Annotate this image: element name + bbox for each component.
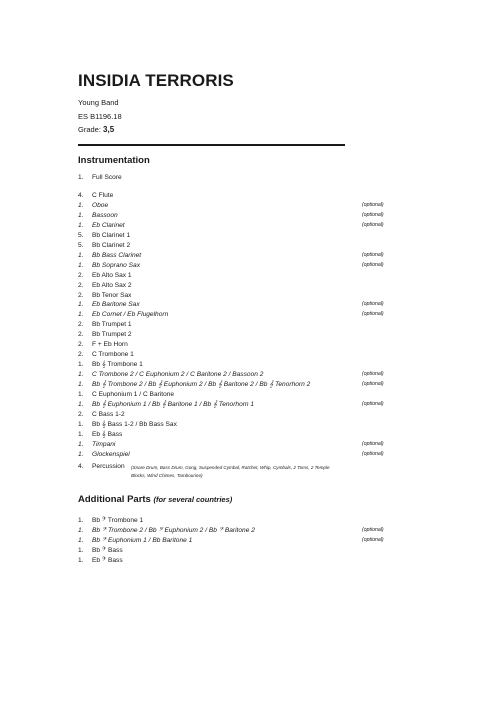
additional-parts-heading	[78, 494, 232, 505]
part-row	[78, 331, 408, 341]
part-name: Bb Bass Clarinet	[92, 251, 142, 259]
optional-note: (optional)	[362, 301, 384, 308]
part-row	[78, 381, 408, 391]
part-row	[78, 292, 408, 302]
part-name: Eb Clarinet	[92, 221, 125, 229]
part-row	[78, 411, 408, 421]
part-row	[78, 311, 408, 321]
part-name: Bb Trumpet 2	[92, 331, 132, 339]
part-quantity: 2.	[78, 410, 84, 418]
catalog-number: ES B1196.18	[78, 112, 122, 121]
part-name: Bb 𝄢 Bass	[92, 547, 123, 554]
part-row	[78, 441, 408, 451]
part-name: Bb Clarinet 2	[92, 241, 131, 249]
optional-note: (optional)	[362, 211, 384, 218]
part-name: Bb 𝄞 Bass 1-2 / Bb Bass Sax	[92, 420, 177, 428]
part-quantity: 1.	[78, 201, 84, 209]
part-name: Bb Clarinet 1	[92, 231, 131, 239]
part-quantity: 4.	[78, 192, 84, 199]
part-row	[78, 192, 408, 202]
optional-note: (optional)	[362, 221, 384, 228]
part-name: Bb Soprano Sax	[92, 261, 141, 269]
part-quantity: 1.	[78, 301, 84, 309]
part-quantity: 1.	[78, 400, 84, 408]
part-name: Full Score	[92, 174, 122, 181]
part-name: Eb 𝄢 Bass	[92, 557, 123, 564]
part-quantity: 5.	[78, 231, 84, 239]
part-name: Percussion	[92, 463, 125, 470]
part-name: F + Eb Horn	[92, 341, 128, 349]
additional-subheading: (for several countries)	[153, 495, 233, 504]
part-row	[78, 431, 408, 441]
part-row	[78, 222, 408, 232]
part-name: C Bass 1-2	[92, 410, 125, 418]
part-quantity: 1.	[78, 311, 84, 319]
part-quantity: 1.	[78, 430, 84, 438]
grade-line	[78, 125, 114, 134]
part-name: C Trombone 2 / C Euphonium 2 / C Baritone 2 / Bassoon 2	[92, 371, 264, 379]
optional-note: (optional)	[362, 381, 384, 388]
part-quantity: 1.	[78, 361, 84, 369]
part-name: Eb Cornet / Eb Flugelhorn	[92, 311, 169, 319]
part-name: Timpani	[92, 440, 116, 448]
part-quantity: 5.	[78, 241, 84, 249]
part-name: Eb Alto Sax 1	[92, 271, 132, 279]
part-row	[78, 232, 408, 242]
part-name: Bassoon	[92, 211, 118, 219]
part-quantity: 2.	[78, 331, 84, 339]
part-quantity: 1.	[78, 221, 84, 229]
part-quantity: 2.	[78, 281, 84, 289]
part-row	[78, 547, 408, 557]
part-name: Bb 𝄞 Trombone 1	[92, 361, 143, 369]
part-quantity: 2.	[78, 351, 84, 359]
optional-note: (optional)	[362, 527, 384, 533]
part-row	[78, 272, 408, 282]
part-row	[78, 202, 408, 212]
band-type: Young Band	[78, 98, 119, 107]
part-quantity: 1.	[78, 261, 84, 269]
part-row	[78, 282, 408, 292]
grade-label: Grade:	[78, 125, 101, 134]
part-quantity: 1.	[78, 537, 84, 544]
part-quantity: 1.	[78, 557, 84, 564]
part-row	[78, 212, 408, 222]
part-row	[78, 351, 408, 361]
part-name: Eb 𝄞 Bass	[92, 430, 123, 438]
part-row	[78, 242, 408, 252]
part-quantity: 1.	[78, 174, 84, 181]
part-name: Bb 𝄢 Trombone 1	[92, 517, 144, 524]
part-quantity: 2.	[78, 321, 84, 329]
optional-note: (optional)	[362, 261, 384, 268]
optional-note: (optional)	[362, 311, 384, 318]
part-name: Bb Tenor Sax	[92, 291, 132, 299]
part-quantity: 2.	[78, 271, 84, 279]
part-row	[78, 527, 408, 537]
part-row	[78, 537, 408, 547]
additional-heading-text: Additional Parts	[78, 494, 151, 505]
part-row	[78, 252, 408, 262]
part-quantity: 1.	[78, 440, 84, 448]
optional-note: (optional)	[362, 371, 384, 378]
page-title: INSIDIA TERRORIS	[78, 71, 234, 90]
part-name: Bb 𝄢 Euphonium 1 / Bb Baritone 1	[92, 537, 193, 544]
part-quantity: 1.	[78, 547, 84, 554]
instrumentation-heading: Instrumentation	[78, 155, 150, 166]
part-row	[78, 341, 408, 351]
part-quantity: 4.	[78, 463, 84, 470]
optional-note: (optional)	[362, 450, 384, 457]
part-quantity: 2.	[78, 341, 84, 349]
optional-note: (optional)	[362, 251, 384, 258]
part-name: Bb 𝄞 Euphonium 1 / Bb 𝄞 Baritone 1 / Bb 𝄞 Tenorhorn 1	[92, 400, 255, 408]
part-row	[78, 517, 408, 527]
part-name: Bb 𝄢 Trombone 2 / Bb 𝄢 Euphonium 2 / Bb 𝄢 Baritone 2	[92, 527, 255, 534]
title-divider	[78, 144, 345, 146]
part-row	[78, 451, 408, 461]
full-score-row	[78, 174, 408, 184]
part-name: C Euphonium 1 / C Baritone	[92, 391, 175, 398]
part-quantity: 2.	[78, 291, 84, 299]
grade-value: 3,5	[103, 125, 115, 134]
part-name: Oboe	[92, 201, 109, 209]
part-quantity: 1.	[78, 517, 84, 524]
part-row	[78, 391, 408, 401]
part-row	[78, 301, 408, 311]
part-quantity: 1.	[78, 391, 84, 398]
part-row	[78, 361, 408, 371]
part-name: C Trombone 1	[92, 351, 134, 359]
part-quantity: 1.	[78, 251, 84, 259]
percussion-detail: (Snare Drum, Bass Drum, Gong, Suspended Cymbal, Ratchet, Whip, Cymbals, 2 Toms, 2 Temple Blocks, Wind Chimes, Tambourine)	[131, 465, 330, 478]
part-name: Glockenspiel	[92, 450, 130, 458]
part-row	[78, 557, 408, 567]
part-quantity: 1.	[78, 527, 84, 534]
part-name: Bb 𝄞 Trombone 2 / Bb 𝄞 Euphonium 2 / Bb 𝄞 Baritone 2 / Bb 𝄞 Tenorhorn 2	[92, 381, 311, 389]
part-quantity: 1.	[78, 420, 84, 428]
part-name: Eb Baritone Sax	[92, 301, 140, 309]
part-quantity: 1.	[78, 450, 84, 458]
part-row	[78, 321, 408, 331]
part-quantity: 1.	[78, 211, 84, 219]
part-row	[78, 401, 408, 411]
part-name: Eb Alto Sax 2	[92, 281, 132, 289]
part-row	[78, 371, 408, 381]
optional-note: (optional)	[362, 201, 384, 208]
part-row	[78, 421, 408, 431]
optional-note: (optional)	[362, 400, 384, 407]
part-name: Bb Trumpet 1	[92, 321, 132, 329]
optional-note: (optional)	[362, 537, 384, 543]
part-name: C Flute	[92, 192, 114, 199]
part-quantity: 1.	[78, 371, 84, 379]
part-row	[78, 262, 408, 272]
optional-note: (optional)	[362, 440, 384, 447]
part-quantity: 1.	[78, 381, 84, 389]
